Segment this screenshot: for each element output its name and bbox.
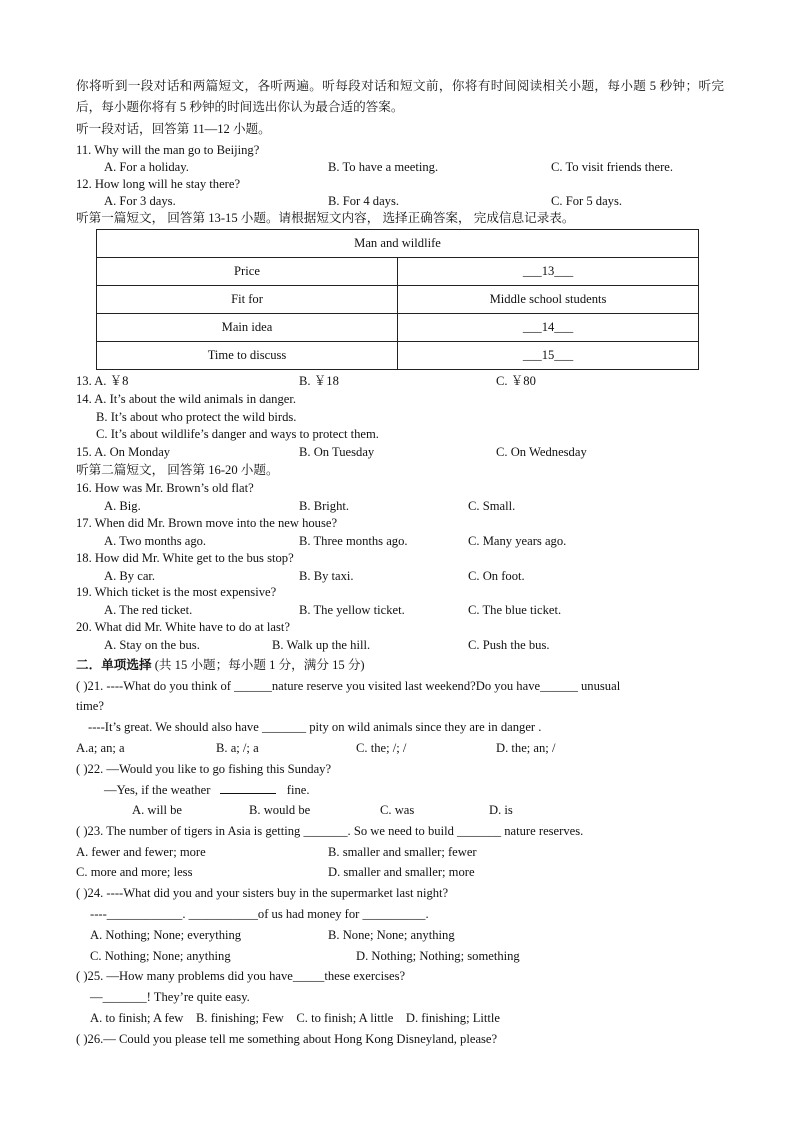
question-13-option-c: C. ￥80 <box>496 374 536 388</box>
question-11-option-b: B. To have a meeting. <box>328 160 439 174</box>
question-24-option-b: B. None; None; anything <box>328 928 455 942</box>
question-15-option-a: 15. A. On Monday <box>76 445 171 459</box>
listening-instructions: 你将听到一段对话和两篇短文，各听两遍。听每段对话和短文前，你将有时间阅读相关小题，每小题 5 秒钟；听完后，每小题你将有 5 秒钟的时间选出你认为最合适的答案。 <box>76 79 724 114</box>
question-23-option-a: A. fewer and fewer; more <box>76 845 206 859</box>
question-19-stem: 19. Which ticket is the most expensive? <box>76 585 277 599</box>
question-22-reply-start: —Yes, if the weather <box>104 783 211 797</box>
table-row-value: ___13___ <box>398 258 699 286</box>
question-22-option-d: D. is <box>489 803 513 817</box>
question-14-option-b: B. It’s about who protect the wild birds. <box>96 410 297 424</box>
question-25-reply: —_______! They’re quite easy. <box>90 990 250 1004</box>
table-row-label: Fit for <box>97 286 398 314</box>
passage1-instruction: 听第一篇短文， 回答第 13-15 小题。请根据短文内容， 选择正确答案， 完成信息记录表。 <box>76 211 575 225</box>
table-row <box>97 286 699 314</box>
question-17-stem: 17. When did Mr. Brown move into the new house? <box>76 516 338 530</box>
question-16-stem: 16. How was Mr. Brown’s old flat? <box>76 481 254 495</box>
question-21-option-b: B. a; /; a <box>216 741 259 755</box>
table-row <box>97 258 699 286</box>
question-18-stem: 18. How did Mr. White get to the bus stop? <box>76 551 294 565</box>
question-11-stem: 11. Why will the man go to Beijing? <box>76 143 260 157</box>
question-23-stem: ( )23. The number of tigers in Asia is getting _______. So we need to build _______ nature reserves. <box>76 824 584 838</box>
table-row-label: Price <box>97 258 398 286</box>
question-21-option-d: D. the; an; / <box>496 741 556 755</box>
question-16-option-b: B. Bright. <box>299 499 350 513</box>
question-16-option-a: A. Big. <box>104 499 141 513</box>
question-20-option-a: A. Stay on the bus. <box>104 638 200 652</box>
question-19-option-a: A. The red ticket. <box>104 603 193 617</box>
question-22-reply-end: fine. <box>286 783 310 797</box>
question-17-option-c: C. Many years ago. <box>468 534 567 548</box>
question-11-option-a: A. For a holiday. <box>104 160 189 174</box>
question-12-option-b: B. For 4 days. <box>328 194 400 208</box>
question-24-option-d: D. Nothing; Nothing; something <box>356 949 520 963</box>
question-20-stem: 20. What did Mr. White have to do at last? <box>76 620 290 634</box>
question-22-reply <box>104 781 310 799</box>
question-19-option-b: B. The yellow ticket. <box>299 603 405 617</box>
question-12-option-c: C. For 5 days. <box>551 194 623 208</box>
question-14-option-a: 14. A. It’s about the wild animals in danger. <box>76 392 297 406</box>
question-22-option-b: B. would be <box>249 803 311 817</box>
question-13-option-b: B. ￥18 <box>299 374 339 388</box>
table-row-value: ___14___ <box>398 314 699 342</box>
table-row <box>97 342 699 370</box>
question-23-option-b: B. smaller and smaller; fewer <box>328 845 477 859</box>
table-row-value: ___15___ <box>398 342 699 370</box>
question-14-option-c: C. It’s about wildlife’s danger and ways to protect them. <box>96 427 379 441</box>
question-12-option-a: A. For 3 days. <box>104 194 176 208</box>
question-19-option-c: C. The blue ticket. <box>468 603 562 617</box>
question-13-option-a: 13. A. ￥8 <box>76 374 129 388</box>
section2-note: (共 15 小题；每小题 1 分，满分 15 分) <box>154 658 365 672</box>
question-21-reply: ----It’s great. We should also have _______ pity on wild animals since they are in danger . <box>88 720 542 734</box>
section2-heading <box>76 657 365 674</box>
question-18-option-b: B. By taxi. <box>299 569 354 583</box>
question-16-option-c: C. Small. <box>468 499 516 513</box>
table-row-label: Main idea <box>97 314 398 342</box>
question-22-stem: ( )22. —Would you like to go fishing this Sunday? <box>76 762 332 776</box>
answer-blank-line <box>220 781 276 794</box>
section2-title: 二．单项选择 <box>76 658 152 672</box>
question-21-stem: ( )21. ----What do you think of ______nature reserve you visited last weekend?Do you have______ unusual <box>76 679 621 693</box>
question-24-option-c: C. Nothing; None; anything <box>90 949 231 963</box>
table-row <box>97 314 699 342</box>
info-record-table <box>96 229 699 370</box>
question-25-options: A. to finish; A few B. finishing; Few C. to finish; A little D. finishing; Little <box>90 1011 501 1025</box>
question-21-option-c: C. the; /; / <box>356 741 407 755</box>
question-22-option-a: A. will be <box>132 803 183 817</box>
dialog-instruction: 听一段对话，回答第 11—12 小题。 <box>76 122 271 136</box>
question-21-option-a: A.a; an; a <box>76 741 125 755</box>
question-18-option-a: A. By car. <box>104 569 156 583</box>
table-title: Man and wildlife <box>97 230 699 258</box>
passage2-instruction: 听第二篇短文， 回答第 16-20 小题。 <box>76 463 279 477</box>
question-24-option-a: A. Nothing; None; everything <box>90 928 242 942</box>
question-15-option-c: C. On Wednesday <box>496 445 587 459</box>
question-23-option-c: C. more and more; less <box>76 865 193 879</box>
question-23-option-d: D. smaller and smaller; more <box>328 865 475 879</box>
question-17-option-b: B. Three months ago. <box>299 534 408 548</box>
question-15-option-b: B. On Tuesday <box>299 445 375 459</box>
question-24-reply: ----____________. ___________of us had money for __________. <box>90 907 429 921</box>
table-row-label: Time to discuss <box>97 342 398 370</box>
question-24-stem: ( )24. ----What did you and your sisters buy in the supermarket last night? <box>76 886 449 900</box>
question-21-stem-continued: time? <box>76 699 104 713</box>
question-20-option-c: C. Push the bus. <box>468 638 550 652</box>
question-20-option-b: B. Walk up the hill. <box>272 638 371 652</box>
table-row-value: Middle school students <box>398 286 699 314</box>
question-26-stem: ( )26.— Could you please tell me something about Hong Kong Disneyland, please? <box>76 1032 498 1046</box>
question-18-option-c: C. On foot. <box>468 569 525 583</box>
question-22-option-c: C. was <box>380 803 415 817</box>
question-12-stem: 12. How long will he stay there? <box>76 177 241 191</box>
question-17-option-a: A. Two months ago. <box>104 534 207 548</box>
question-11-option-c: C. To visit friends there. <box>551 160 674 174</box>
question-25-stem: ( )25. —How many problems did you have_____these exercises? <box>76 969 406 983</box>
